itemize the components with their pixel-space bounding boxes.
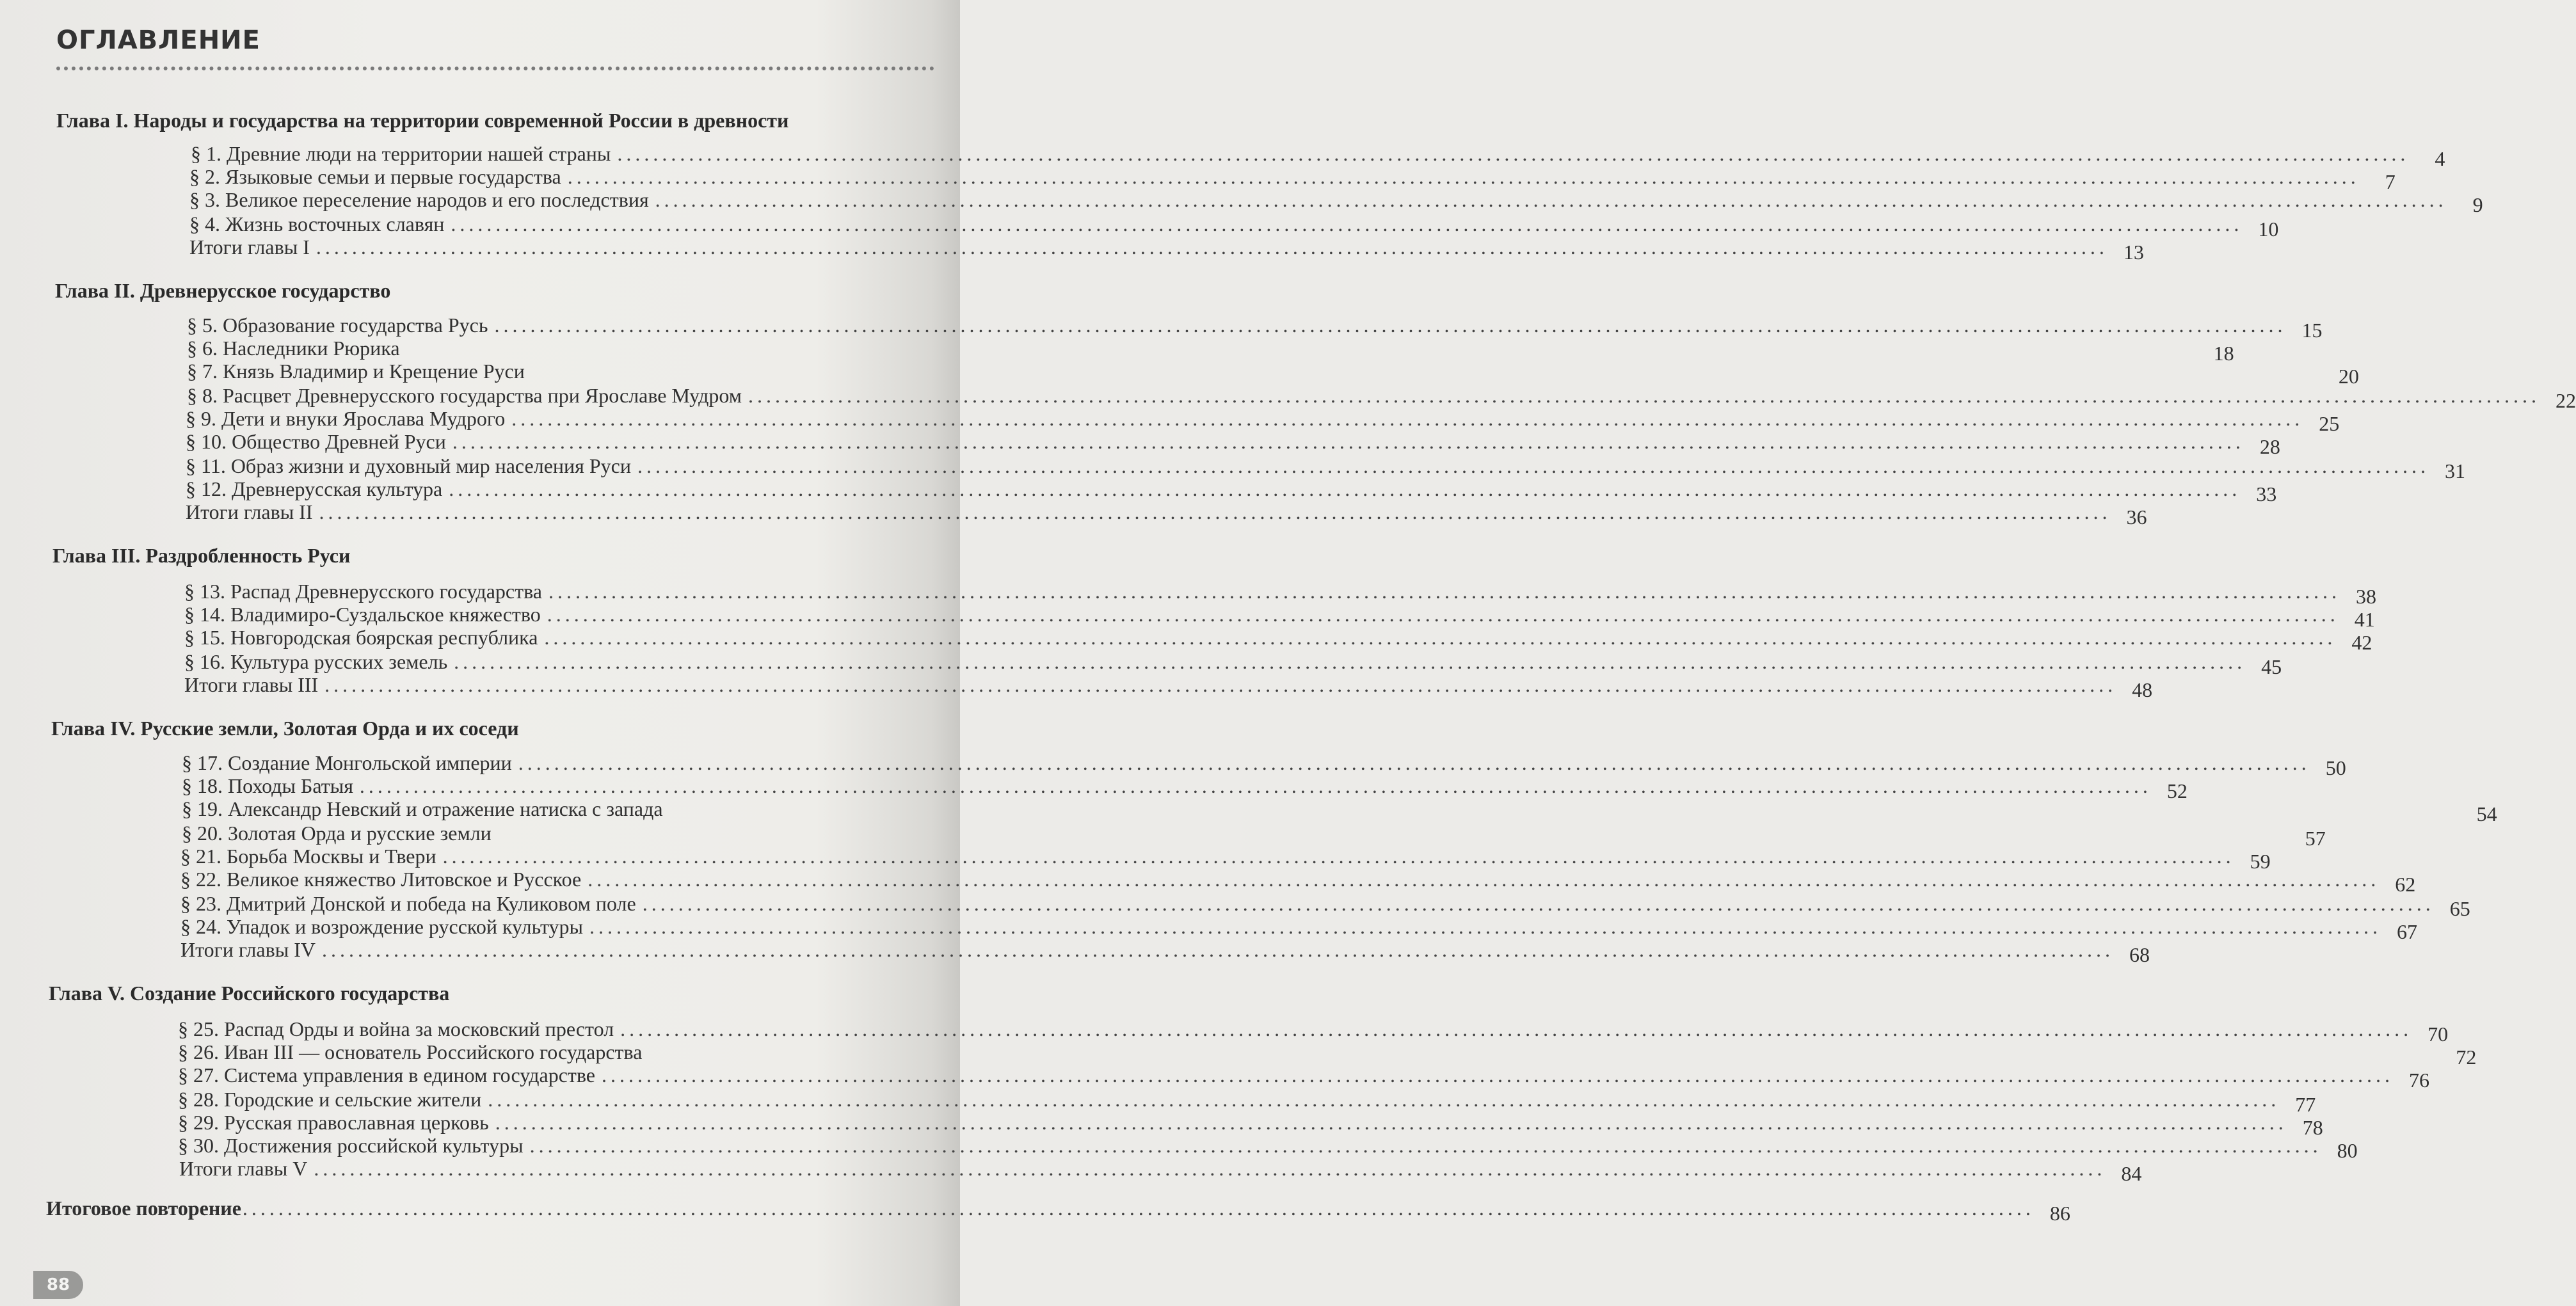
toc-entry-page: 13 bbox=[2123, 241, 2144, 264]
dot-leader: ........................................................................................................................................................................................................ bbox=[588, 868, 2380, 891]
toc-entry-text: § 30. Достижения российской культуры bbox=[178, 1134, 524, 1157]
final-review-page: 86 bbox=[2049, 1202, 2070, 1225]
toc-entry bbox=[178, 1111, 2323, 1139]
toc-entry bbox=[186, 407, 2340, 435]
toc-entry-text: § 21. Борьба Москвы и Твери bbox=[180, 845, 436, 868]
toc-entry bbox=[186, 430, 2280, 458]
dot-leader: ........................................................................................................................................................................................................ bbox=[449, 477, 2241, 500]
dot-leader: ........................................................................................................................................................................................................ bbox=[567, 165, 2360, 188]
toc-entry-page: 62 bbox=[2395, 873, 2416, 896]
toc-entry-page: 10 bbox=[2258, 218, 2279, 241]
toc-entry-text: § 16. Культура русских земель bbox=[184, 650, 448, 673]
toc-entry bbox=[178, 1088, 2316, 1116]
dot-leader: ........................................................................................................................................................................................................ bbox=[547, 603, 2339, 626]
chapter-heading: Глава II. Древнерусское государство bbox=[55, 279, 391, 302]
toc-entry-text: § 10. Общество Древней Руси bbox=[186, 430, 446, 453]
toc-entry-text: § 13. Распад Древнерусского государства bbox=[184, 580, 542, 603]
dot-leader: ........................................................................................................................................................................................................ bbox=[748, 384, 2541, 407]
toc-entry-text: § 15. Новгородская боярская республика bbox=[184, 626, 538, 649]
dot-leader: ........................................................................................................................................................................................................ bbox=[494, 314, 2287, 337]
dot-leader: ........................................................................................................................................................................................................ bbox=[488, 1088, 2280, 1111]
toc-entry-page: 68 bbox=[2129, 943, 2150, 966]
dot-leader: ........................................................................................................................................................................................................ bbox=[655, 188, 2447, 211]
toc-entry-text: Итоги главы III bbox=[184, 673, 319, 696]
toc-entry-page: 4 bbox=[2435, 147, 2445, 170]
chapter-heading: Глава III. Раздробленность Руси bbox=[52, 544, 351, 567]
toc-entry bbox=[187, 314, 2323, 342]
toc-entry-page: 45 bbox=[2261, 655, 2282, 678]
toc-entry bbox=[180, 845, 2271, 873]
dot-leader: ........................................................................................................................................................................................................ bbox=[452, 430, 2244, 453]
dot-leader: ........................................................................................................................................................................................................ bbox=[314, 1157, 2106, 1180]
toc-entry bbox=[184, 650, 2282, 678]
toc-entry-page: 52 bbox=[2166, 779, 2188, 802]
final-review-entry bbox=[46, 1197, 2070, 1225]
toc-entry bbox=[184, 673, 2153, 701]
toc-entry-page: 72 bbox=[2456, 1046, 2477, 1069]
toc-entry-page: 9 bbox=[2472, 193, 2483, 216]
toc-entry-text: Итоги главы IV bbox=[180, 938, 316, 961]
toc-entry bbox=[180, 938, 2150, 966]
toc-entry bbox=[186, 454, 2465, 482]
toc-entry-page: 80 bbox=[2337, 1139, 2358, 1162]
toc-entry bbox=[182, 822, 2326, 850]
dot-leader: ........................................................................................................................................................................................................ bbox=[529, 1134, 2322, 1157]
toc-entry bbox=[189, 165, 2396, 193]
toc-entry bbox=[179, 1157, 2142, 1185]
toc-entry-page: 38 bbox=[2355, 585, 2376, 608]
toc-entry-text: § 3. Великое переселение народов и его последствия bbox=[189, 188, 649, 211]
toc-entry bbox=[184, 603, 2375, 631]
toc-entry-text: § 8. Расцвет Древнерусского государства при Ярославе Мудром bbox=[187, 384, 742, 407]
toc-entry-text: Итоги главы II bbox=[186, 500, 313, 523]
toc-entry bbox=[191, 142, 2445, 170]
dot-leader: ........................................................................................................................................................................................................ bbox=[642, 892, 2435, 915]
dot-leader: ........................................................................................................................................................................................................ bbox=[544, 626, 2337, 649]
toc-entry-text: § 5. Образование государства Русь bbox=[187, 314, 488, 337]
toc-entry-page: 7 bbox=[2385, 170, 2396, 193]
toc-entry-text: § 12. Древнерусская культура bbox=[186, 477, 443, 500]
chapter-heading: Глава V. Создание Российского государства bbox=[49, 982, 450, 1005]
toc-entry-page: 41 bbox=[2354, 608, 2375, 631]
dot-leader: ........................................................................................................................................................................................................ bbox=[617, 142, 2410, 165]
toc-entry-text: § 25. Распад Орды и война за московский престол bbox=[178, 1017, 614, 1040]
toc-entry bbox=[182, 774, 2188, 802]
toc-entry bbox=[180, 915, 2418, 943]
dot-leader: ........................................................................................................................................................................................................ bbox=[620, 1017, 2413, 1040]
toc-entry-text: § 19. Александр Невский и отражение натиска с запада bbox=[182, 797, 663, 820]
toc-entry-page: 57 bbox=[2305, 827, 2326, 850]
dot-leader: ........................................................................................................................................................................................................ bbox=[451, 212, 2243, 235]
dot-leader: ........................................................................................................................................................................................................ bbox=[319, 500, 2111, 523]
dot-leader: ........................................................................................................................................................................................................ bbox=[589, 915, 2382, 938]
toc-entry bbox=[186, 477, 2277, 506]
toc-entry bbox=[184, 626, 2372, 654]
title-dotted-rule bbox=[56, 67, 934, 70]
dot-leader: ........................................................................................................................................................................................................ bbox=[637, 454, 2429, 477]
toc-entry-page: 33 bbox=[2256, 482, 2277, 506]
toc-entry-text: § 20. Золотая Орда и русские земли bbox=[182, 822, 492, 845]
toc-entry-page: 84 bbox=[2121, 1162, 2142, 1185]
toc-entry-page: 54 bbox=[2476, 802, 2497, 825]
toc-entry-text: § 11. Образ жизни и духовный мир населения Руси bbox=[186, 454, 631, 477]
toc-entry bbox=[178, 1040, 2477, 1069]
toc-entry bbox=[187, 337, 2234, 365]
toc-entry-page: 67 bbox=[2397, 920, 2418, 943]
chapter-heading: Глава I. Народы и государства на территории современной России в древности bbox=[56, 109, 789, 132]
toc-entry bbox=[184, 580, 2376, 608]
toc-entry-page: 42 bbox=[2351, 631, 2372, 654]
page-title: ОГЛАВЛЕНИЕ bbox=[56, 26, 260, 55]
toc-entry-text: § 17. Создание Монгольской империи bbox=[182, 751, 512, 774]
toc-entry-text: § 27. Система управления в едином государстве bbox=[178, 1063, 595, 1087]
dot-leader: ........................................................................................................................................................................................................ bbox=[316, 235, 2108, 259]
dot-leader: ........................................................................................................................................................................................................ bbox=[495, 1111, 2287, 1134]
toc-entry bbox=[189, 212, 2279, 241]
toc-entry-page: 76 bbox=[2409, 1069, 2429, 1092]
dot-leader: ........................................................................................................................................................................................................ bbox=[518, 751, 2310, 774]
toc-entry-text: Итоги главы V bbox=[179, 1157, 308, 1180]
toc-entry-text: § 1. Древние люди на территории нашей страны bbox=[191, 142, 611, 165]
toc-entry bbox=[178, 1134, 2358, 1162]
dot-leader: ........................................................................................................................................................................................................ bbox=[321, 938, 2114, 961]
toc-entry-page: 50 bbox=[2325, 756, 2346, 779]
page-number-badge: 88 bbox=[33, 1271, 83, 1299]
toc-entry-text: § 29. Русская православная церковь bbox=[178, 1111, 489, 1134]
toc-entry-text: § 14. Владимиро-Суздальское княжество bbox=[184, 603, 541, 626]
toc-entry-text: § 7. Князь Владимир и Крещение Руси bbox=[187, 360, 525, 383]
dot-leader: ........................................................................................................................................................................................................ bbox=[324, 673, 2117, 696]
toc-entry bbox=[180, 868, 2416, 896]
dot-leader: ........................................................................................................................................................................................................ bbox=[442, 845, 2235, 868]
toc-entry bbox=[178, 1063, 2429, 1092]
toc-entry bbox=[189, 188, 2483, 216]
toc-entry-text: § 26. Иван III — основатель Российского государства bbox=[178, 1040, 643, 1063]
toc-entry-text: § 28. Городские и сельские жители bbox=[178, 1088, 482, 1111]
toc-entry-page: 15 bbox=[2301, 319, 2323, 342]
chapter-heading: Глава IV. Русские земли, Золотая Орда и их соседи bbox=[51, 717, 519, 740]
toc-entry-page: 59 bbox=[2250, 850, 2271, 873]
toc-entry-page: 78 bbox=[2302, 1116, 2323, 1139]
toc-entry bbox=[182, 797, 2497, 825]
dot-leader: ........................................................................................................................................................................................................ bbox=[548, 580, 2340, 603]
toc-entry-page: 48 bbox=[2132, 678, 2153, 701]
dot-leader: ........................................................................................................................................................................................................ bbox=[602, 1063, 2394, 1087]
toc-entry-text: § 23. Дмитрий Донской и победа на Куликовом поле bbox=[180, 892, 636, 915]
toc-entry-page: 77 bbox=[2295, 1093, 2316, 1116]
dot-leader: ........................................................................................................................................................................................................ bbox=[511, 407, 2304, 430]
final-review-text: Итоговое повторение bbox=[46, 1197, 241, 1220]
toc-entry-text: § 9. Дети и внуки Ярослава Мудрого bbox=[186, 407, 506, 430]
toc-entry-page: 20 bbox=[2338, 365, 2359, 388]
toc-entry-page: 70 bbox=[2428, 1023, 2449, 1046]
toc-entry bbox=[189, 235, 2144, 264]
toc-entry bbox=[178, 1017, 2449, 1046]
toc-entry bbox=[187, 384, 2576, 412]
dot-leader: ........................................................................................................................................................................................................ bbox=[242, 1197, 2035, 1220]
toc-entry bbox=[186, 500, 2147, 529]
toc-entry-page: 25 bbox=[2319, 412, 2340, 435]
toc-entry-text: § 24. Упадок и возрождение русской культуры bbox=[180, 915, 584, 938]
toc-entry-text: § 4. Жизнь восточных славян bbox=[189, 212, 445, 235]
toc-entry bbox=[187, 360, 2359, 388]
toc-entry-text: Итоги главы I bbox=[189, 235, 310, 259]
toc-entry-page: 31 bbox=[2444, 459, 2465, 482]
toc-entry-page: 65 bbox=[2449, 897, 2470, 920]
toc-entry-page: 18 bbox=[2213, 342, 2234, 365]
toc-entry bbox=[180, 892, 2470, 920]
toc-entry-text: § 6. Наследники Рюрика bbox=[187, 337, 400, 360]
dot-leader: ........................................................................................................................................................................................................ bbox=[359, 774, 2152, 797]
toc-entry-text: § 2. Языковые семьи и первые государства bbox=[189, 165, 561, 188]
toc-entry-text: § 18. Походы Батыя bbox=[182, 774, 353, 797]
toc-entry-text: § 22. Великое княжество Литовское и Русское bbox=[180, 868, 582, 891]
toc-entry-page: 22 bbox=[2556, 389, 2576, 412]
toc-entry-page: 36 bbox=[2126, 506, 2147, 529]
toc-entry-page: 28 bbox=[2259, 435, 2280, 458]
dot-leader: ........................................................................................................................................................................................................ bbox=[454, 650, 2246, 673]
toc-entry bbox=[182, 751, 2346, 779]
